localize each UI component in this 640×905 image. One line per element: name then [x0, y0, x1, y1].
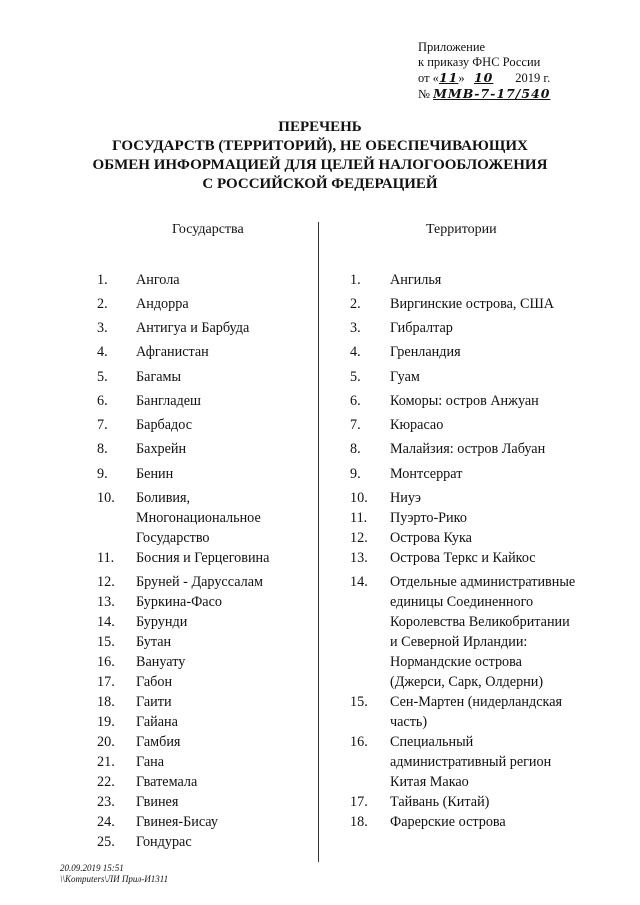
item-number: 24. [97, 814, 115, 830]
title-line-4: С РОССИЙСКОЙ ФЕДЕРАЦИЕЙ [202, 176, 438, 192]
item-number: 10. [97, 490, 115, 506]
item-number: 11. [97, 550, 115, 566]
item-number: 1. [97, 272, 108, 288]
item-number: 1. [350, 272, 361, 288]
footer-path: \\Komputers\ЛИ Прил-И1311 [60, 874, 169, 884]
number-prefix: № [418, 87, 430, 101]
item-name [390, 367, 420, 387]
item-name-line: Гаити [136, 694, 172, 710]
item-name-line: Малайзия: остров Лабуан [390, 441, 546, 457]
number-value: ММВ-7-17/540 [433, 86, 551, 101]
item-name-line: Буркина-Фасо [136, 594, 222, 610]
item-name-line: Фарерские острова [390, 814, 506, 830]
item-name [390, 415, 443, 435]
item-number: 7. [97, 417, 108, 433]
item-name-line: Кюрасао [390, 417, 444, 433]
item-name [136, 572, 263, 592]
appendix-label: Приложение [418, 40, 486, 54]
item-name [390, 732, 551, 792]
item-number: 19. [97, 714, 115, 730]
item-number: 13. [97, 594, 115, 610]
item-number: 14. [97, 614, 115, 630]
item-name-line: Китая Макао [390, 774, 469, 790]
item-name [390, 439, 545, 459]
item-number: 13. [350, 550, 368, 566]
item-name-line: Бангладеш [136, 393, 201, 409]
item-number: 3. [97, 320, 108, 336]
item-name-line: Гайана [136, 714, 178, 730]
item-name [136, 415, 192, 435]
item-number: 14. [350, 574, 368, 590]
item-name [136, 612, 187, 632]
appendix-date [418, 70, 550, 86]
item-name-line: Гуам [390, 369, 420, 385]
item-name [136, 652, 185, 672]
item-name-line: Габон [136, 674, 173, 690]
item-number: 12. [97, 574, 115, 590]
item-number: 8. [350, 441, 361, 457]
item-name-line: и Северной Ирландии: [390, 634, 528, 650]
item-number: 12. [350, 530, 368, 546]
item-name [136, 548, 269, 568]
item-name [390, 812, 506, 832]
title-line-2: ГОСУДАРСТВ (ТЕРРИТОРИЙ), НЕ ОБЕСПЕЧИВАЮЩИХ [112, 138, 528, 154]
item-name [136, 792, 178, 812]
item-name [390, 792, 489, 812]
date-year: 2019 г. [515, 71, 551, 85]
item-name-line: Пуэрто-Рико [390, 510, 467, 526]
date-day: 11 [438, 70, 459, 85]
item-number: 11. [350, 510, 368, 526]
item-name [136, 488, 261, 548]
item-name-line: часть) [390, 714, 428, 730]
item-name-line: Бахрейн [136, 441, 187, 457]
item-name [390, 572, 575, 692]
item-name-line: Ниуэ [390, 490, 422, 506]
item-name [390, 528, 472, 548]
territories-column-header: Территории [426, 222, 497, 237]
item-name-line: Острова Кука [390, 530, 472, 546]
item-name [390, 318, 453, 338]
item-name-line: Барбадос [136, 417, 193, 433]
item-name [390, 342, 461, 362]
item-name-line: Гватемала [136, 774, 198, 790]
item-number: 5. [350, 369, 361, 385]
item-number: 5. [97, 369, 108, 385]
item-number: 18. [97, 694, 115, 710]
document-title [0, 118, 640, 194]
item-number: 8. [97, 441, 108, 457]
item-name [136, 712, 178, 732]
item-number: 9. [97, 466, 108, 482]
item-number: 15. [97, 634, 115, 650]
item-name-line: Коморы: остров Анжуан [390, 393, 539, 409]
item-name-line: Бурунди [136, 614, 188, 630]
item-number: 21. [97, 754, 115, 770]
item-number: 18. [350, 814, 368, 830]
item-number: 6. [97, 393, 108, 409]
item-name-line: Вануату [136, 654, 186, 670]
item-name-line: Гондурас [136, 834, 192, 850]
item-name [136, 832, 192, 852]
item-name-line: Королевства Великобритании [390, 614, 570, 630]
item-name [390, 692, 562, 732]
item-number: 23. [97, 794, 115, 810]
column-divider [318, 222, 319, 862]
item-name [136, 772, 197, 792]
item-name-line: Ангола [136, 272, 180, 288]
item-name [390, 464, 462, 484]
item-number: 2. [97, 296, 108, 312]
item-name-line: Афганистан [136, 344, 209, 360]
item-name-line: Бенин [136, 466, 174, 482]
item-name [136, 391, 201, 411]
item-number: 20. [97, 734, 115, 750]
item-name-line: Многонациональное [136, 510, 261, 526]
date-prefix: от « [418, 71, 439, 85]
item-name [136, 812, 218, 832]
item-number: 16. [350, 734, 368, 750]
item-name [390, 548, 536, 568]
item-name [136, 632, 171, 652]
appendix-number [418, 86, 550, 102]
item-name-line: Бруней - Даруссалам [136, 574, 263, 590]
item-number: 15. [350, 694, 368, 710]
item-name-line: Монтсеррат [390, 466, 463, 482]
item-name-line: Боливия, [136, 490, 191, 506]
item-number: 6. [350, 393, 361, 409]
states-column-header: Государства [172, 222, 244, 237]
item-number: 7. [350, 417, 361, 433]
item-name [390, 508, 467, 528]
item-number: 16. [97, 654, 115, 670]
item-name-line: Гибралтар [390, 320, 453, 336]
item-name-line: Сен-Мартен (нидерландская [390, 694, 563, 710]
item-number: 4. [350, 344, 361, 360]
item-name-line: Нормандские острова [390, 654, 522, 670]
item-number: 17. [350, 794, 368, 810]
item-name-line: Гренландия [390, 344, 461, 360]
item-name [136, 367, 181, 387]
item-name-line: Гвинея-Бисау [136, 814, 218, 830]
footer-timestamp: 20.09.2019 15:51 [60, 863, 124, 873]
item-name-line: административный регион [390, 754, 552, 770]
item-name [136, 672, 172, 692]
item-name [390, 294, 554, 314]
item-name [390, 391, 539, 411]
item-name [136, 342, 209, 362]
item-name [136, 592, 222, 612]
item-name-line: Гана [136, 754, 165, 770]
item-number: 10. [350, 490, 368, 506]
item-name-line: Багамы [136, 369, 182, 385]
item-name [136, 464, 173, 484]
item-name-line: (Джерси, Сарк, Олдерни) [390, 674, 544, 690]
item-name-line: Андорра [136, 296, 189, 312]
item-number: 2. [350, 296, 361, 312]
item-name-line: Виргинские острова, США [390, 296, 555, 312]
appendix-block [418, 40, 550, 102]
item-name-line: Государство [136, 530, 210, 546]
item-name [136, 752, 164, 772]
item-name [136, 439, 186, 459]
item-number: 22. [97, 774, 115, 790]
item-name-line: Гвинея [136, 794, 179, 810]
date-mid: » [458, 71, 465, 85]
item-name-line: Антигуа и Барбуда [136, 320, 250, 336]
item-name [136, 732, 180, 752]
item-name-line: Босния и Герцеговина [136, 550, 270, 566]
appendix-order-ref: к приказу ФНС России [418, 55, 541, 69]
item-name-line: Гамбия [136, 734, 181, 750]
item-name [390, 270, 441, 290]
item-name [136, 318, 249, 338]
title-line-1: ПЕРЕЧЕНЬ [278, 119, 362, 135]
item-name [136, 270, 180, 290]
item-number: 3. [350, 320, 361, 336]
item-name-line: Ангилья [390, 272, 442, 288]
item-name-line: единицы Соединенного [390, 594, 534, 610]
item-name [390, 488, 421, 508]
item-name-line: Тайвань (Китай) [390, 794, 490, 810]
item-number: 4. [97, 344, 108, 360]
item-name [136, 692, 172, 712]
item-name-line: Бутан [136, 634, 172, 650]
item-name [136, 294, 189, 314]
date-month: 10 [473, 70, 494, 85]
item-name-line: Острова Теркс и Кайкос [390, 550, 536, 566]
item-number: 25. [97, 834, 115, 850]
item-name-line: Отдельные административные [390, 574, 576, 590]
footer-stamp [60, 863, 168, 885]
title-line-3: ОБМЕН ИНФОРМАЦИЕЙ ДЛЯ ЦЕЛЕЙ НАЛОГООБЛОЖЕНИЯ [92, 157, 548, 173]
item-number: 9. [350, 466, 361, 482]
item-number: 17. [97, 674, 115, 690]
item-name-line: Специальный [390, 734, 474, 750]
